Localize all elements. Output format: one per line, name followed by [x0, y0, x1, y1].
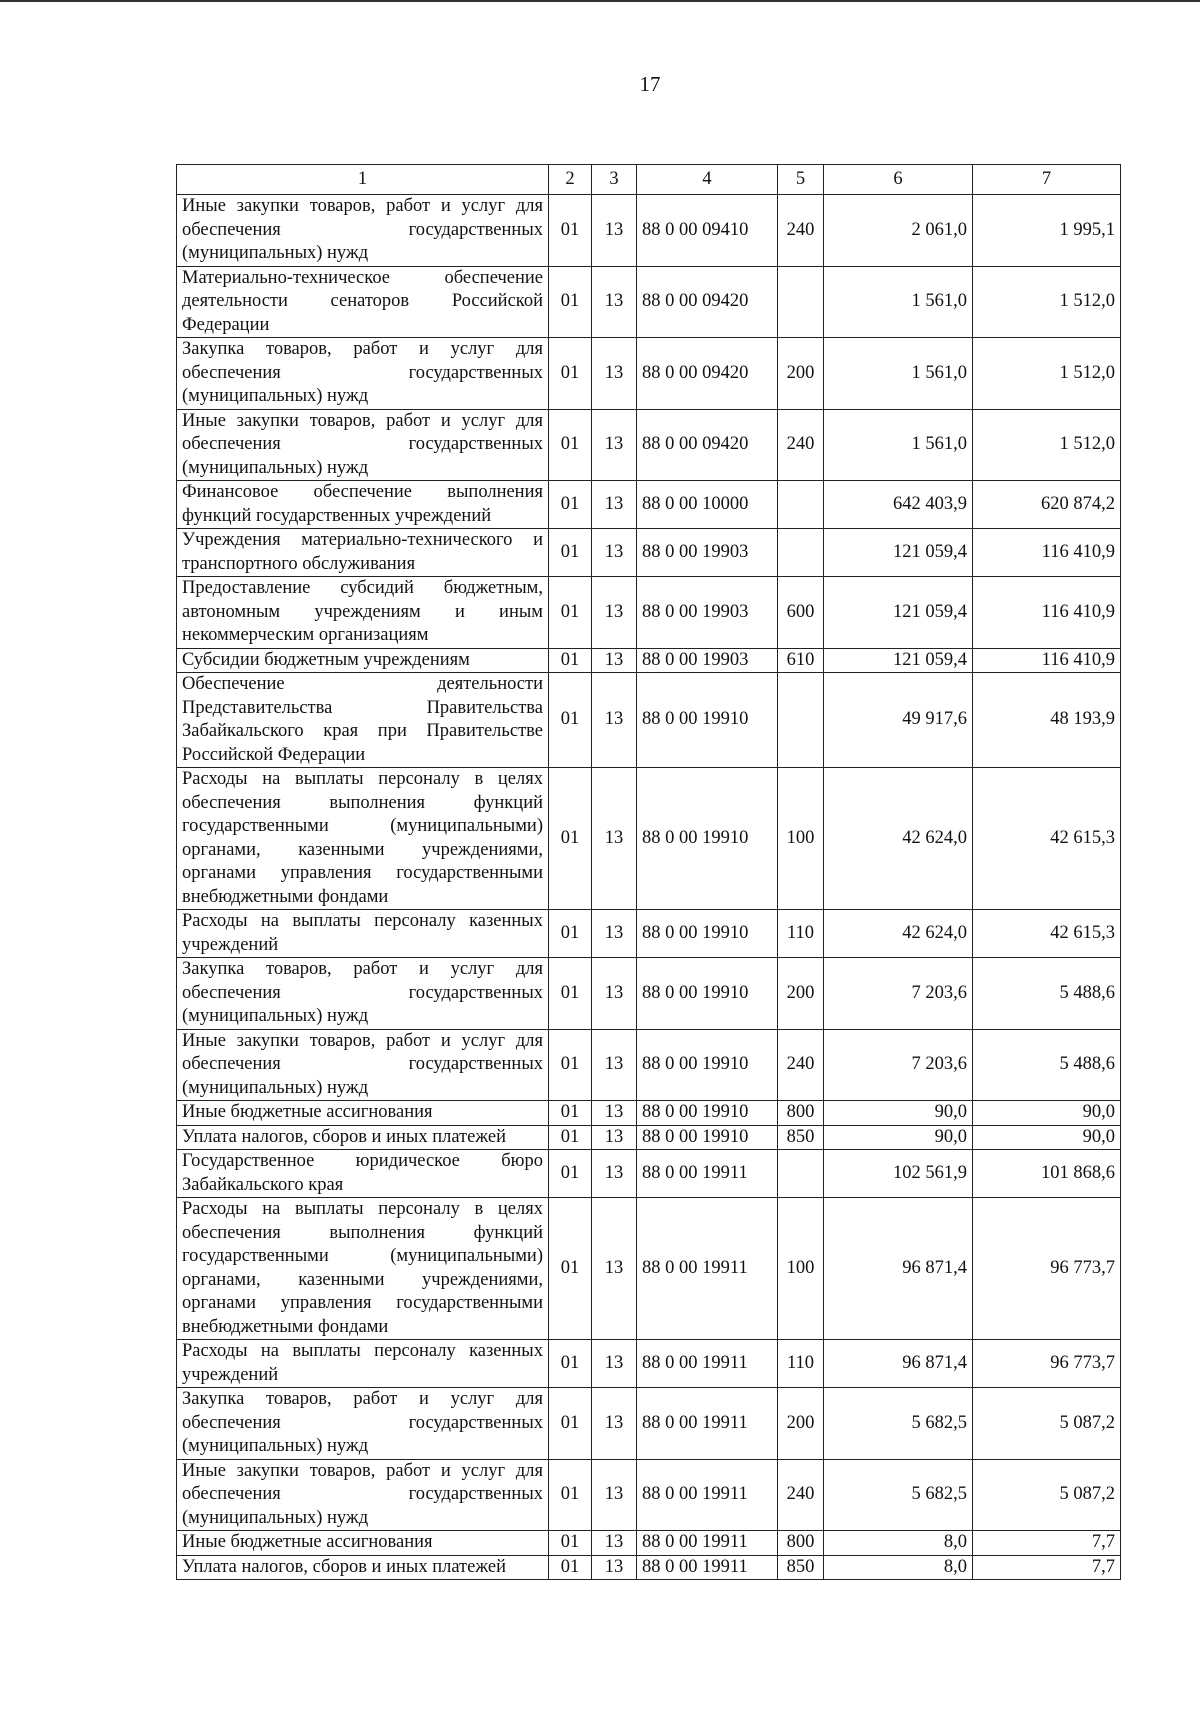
- table-row: [177, 338, 1121, 410]
- amount-approved-cell: 2 061,0: [824, 195, 973, 267]
- target-article-cell: 88 0 00 19910: [637, 958, 778, 1030]
- amount-executed-cell: 620 874,2: [973, 481, 1121, 529]
- expense-type-cell: 240: [778, 195, 824, 267]
- subsection-code-cell: 13: [592, 266, 637, 338]
- amount-approved-cell: 96 871,4: [824, 1198, 973, 1340]
- target-article-cell: 88 0 00 19903: [637, 529, 778, 577]
- table-row: [177, 529, 1121, 577]
- expense-type-cell: 850: [778, 1125, 824, 1150]
- row-name-cell: Закупка товаров, работ и услуг для обеспечения государственных (муниципальных) нужд: [177, 1388, 549, 1460]
- amount-approved-cell: 642 403,9: [824, 481, 973, 529]
- row-name-cell: Закупка товаров, работ и услуг для обеспечения государственных (муниципальных) нужд: [177, 958, 549, 1030]
- amount-approved-cell: 5 682,5: [824, 1459, 973, 1531]
- table-row: [177, 1150, 1121, 1198]
- amount-approved-cell: 1 561,0: [824, 266, 973, 338]
- section-code-cell: 01: [549, 958, 592, 1030]
- row-name-cell: Иные закупки товаров, работ и услуг для обеспечения государственных (муниципальных) нужд: [177, 1459, 549, 1531]
- table-row: [177, 266, 1121, 338]
- subsection-code-cell: 13: [592, 1029, 637, 1101]
- section-code-cell: 01: [549, 1150, 592, 1198]
- amount-approved-cell: 121 059,4: [824, 529, 973, 577]
- row-name-cell: Расходы на выплаты персоналу в целях обеспечения выполнения функций государственными (муниципальными) органами, казенными учреждениями, органами управления государственными внебюджетными фондами: [177, 768, 549, 910]
- amount-approved-cell: 7 203,6: [824, 958, 973, 1030]
- amount-approved-cell: 1 561,0: [824, 338, 973, 410]
- expense-type-cell: [778, 1150, 824, 1198]
- section-code-cell: 01: [549, 648, 592, 673]
- amount-executed-cell: 90,0: [973, 1125, 1121, 1150]
- amount-executed-cell: 101 868,6: [973, 1150, 1121, 1198]
- amount-executed-cell: 1 512,0: [973, 266, 1121, 338]
- amount-approved-cell: 8,0: [824, 1555, 973, 1580]
- amount-approved-cell: 90,0: [824, 1125, 973, 1150]
- expense-type-cell: 200: [778, 338, 824, 410]
- amount-approved-cell: 49 917,6: [824, 673, 973, 768]
- amount-executed-cell: 42 615,3: [973, 910, 1121, 958]
- table-row: [177, 1555, 1121, 1580]
- amount-executed-cell: 116 410,9: [973, 648, 1121, 673]
- section-code-cell: 01: [549, 409, 592, 481]
- section-code-cell: 01: [549, 910, 592, 958]
- section-code-cell: 01: [549, 1459, 592, 1531]
- row-name-cell: Обеспечение деятельности Представительства Правительства Забайкальского края при Правительстве Российской Федерации: [177, 673, 549, 768]
- amount-approved-cell: 8,0: [824, 1531, 973, 1556]
- row-name-cell: Государственное юридическое бюро Забайкальского края: [177, 1150, 549, 1198]
- table-row: [177, 1198, 1121, 1340]
- table-row: [177, 409, 1121, 481]
- amount-executed-cell: 90,0: [973, 1101, 1121, 1126]
- subsection-code-cell: 13: [592, 648, 637, 673]
- row-name-cell: Иные закупки товаров, работ и услуг для обеспечения государственных (муниципальных) нужд: [177, 1029, 549, 1101]
- target-article-cell: 88 0 00 09420: [637, 338, 778, 410]
- amount-approved-cell: 5 682,5: [824, 1388, 973, 1460]
- amount-executed-cell: 5 488,6: [973, 958, 1121, 1030]
- amount-executed-cell: 1 512,0: [973, 409, 1121, 481]
- amount-executed-cell: 96 773,7: [973, 1198, 1121, 1340]
- header-col-2: 2: [549, 165, 592, 195]
- subsection-code-cell: 13: [592, 529, 637, 577]
- row-name-cell: Материально-техническое обеспечение деятельности сенаторов Российской Федерации: [177, 266, 549, 338]
- header-col-7: 7: [973, 165, 1121, 195]
- subsection-code-cell: 13: [592, 1531, 637, 1556]
- section-code-cell: 01: [549, 266, 592, 338]
- table-row: [177, 1101, 1121, 1126]
- amount-executed-cell: 7,7: [973, 1555, 1121, 1580]
- section-code-cell: 01: [549, 673, 592, 768]
- expense-type-cell: 110: [778, 1340, 824, 1388]
- target-article-cell: 88 0 00 19911: [637, 1340, 778, 1388]
- amount-approved-cell: 90,0: [824, 1101, 973, 1126]
- target-article-cell: 88 0 00 19911: [637, 1531, 778, 1556]
- header-col-6: 6: [824, 165, 973, 195]
- target-article-cell: 88 0 00 09420: [637, 409, 778, 481]
- target-article-cell: 88 0 00 10000: [637, 481, 778, 529]
- row-name-cell: Уплата налогов, сборов и иных платежей: [177, 1555, 549, 1580]
- header-col-5: 5: [778, 165, 824, 195]
- table-row: [177, 648, 1121, 673]
- row-name-cell: Расходы на выплаты персоналу в целях обеспечения выполнения функций государственными (муниципальными) органами, казенными учреждениями, органами управления государственными внебюджетными фондами: [177, 1198, 549, 1340]
- expense-type-cell: 100: [778, 768, 824, 910]
- table-row: [177, 481, 1121, 529]
- expense-type-cell: [778, 266, 824, 338]
- row-name-cell: Иные бюджетные ассигнования: [177, 1531, 549, 1556]
- table-row: [177, 1125, 1121, 1150]
- expense-type-cell: 110: [778, 910, 824, 958]
- amount-approved-cell: 102 561,9: [824, 1150, 973, 1198]
- row-name-cell: Предоставление субсидий бюджетным, автономным учреждениям и иным некоммерческим организациям: [177, 577, 549, 649]
- expense-type-cell: 610: [778, 648, 824, 673]
- amount-executed-cell: 1 512,0: [973, 338, 1121, 410]
- expense-type-cell: 240: [778, 1459, 824, 1531]
- section-code-cell: 01: [549, 1029, 592, 1101]
- amount-approved-cell: 7 203,6: [824, 1029, 973, 1101]
- amount-executed-cell: 116 410,9: [973, 577, 1121, 649]
- table-header-row: [177, 165, 1121, 195]
- subsection-code-cell: 13: [592, 195, 637, 267]
- row-name-cell: Иные закупки товаров, работ и услуг для обеспечения государственных (муниципальных) нужд: [177, 409, 549, 481]
- expense-type-cell: [778, 673, 824, 768]
- section-code-cell: 01: [549, 338, 592, 410]
- table-row: [177, 768, 1121, 910]
- table-row: [177, 1388, 1121, 1460]
- target-article-cell: 88 0 00 19911: [637, 1555, 778, 1580]
- target-article-cell: 88 0 00 19903: [637, 577, 778, 649]
- header-col-4: 4: [637, 165, 778, 195]
- expense-type-cell: 850: [778, 1555, 824, 1580]
- subsection-code-cell: 13: [592, 338, 637, 410]
- subsection-code-cell: 13: [592, 768, 637, 910]
- target-article-cell: 88 0 00 19911: [637, 1459, 778, 1531]
- expense-type-cell: 240: [778, 1029, 824, 1101]
- subsection-code-cell: 13: [592, 673, 637, 768]
- amount-executed-cell: 48 193,9: [973, 673, 1121, 768]
- subsection-code-cell: 13: [592, 577, 637, 649]
- section-code-cell: 01: [549, 768, 592, 910]
- subsection-code-cell: 13: [592, 1198, 637, 1340]
- subsection-code-cell: 13: [592, 1125, 637, 1150]
- amount-approved-cell: 121 059,4: [824, 648, 973, 673]
- header-col-3: 3: [592, 165, 637, 195]
- subsection-code-cell: 13: [592, 1101, 637, 1126]
- amount-approved-cell: 96 871,4: [824, 1340, 973, 1388]
- amount-approved-cell: 121 059,4: [824, 577, 973, 649]
- section-code-cell: 01: [549, 577, 592, 649]
- section-code-cell: 01: [549, 1101, 592, 1126]
- target-article-cell: 88 0 00 19910: [637, 768, 778, 910]
- amount-executed-cell: 5 087,2: [973, 1459, 1121, 1531]
- target-article-cell: 88 0 00 19910: [637, 673, 778, 768]
- table-row: [177, 910, 1121, 958]
- section-code-cell: 01: [549, 529, 592, 577]
- target-article-cell: 88 0 00 19910: [637, 1101, 778, 1126]
- row-name-cell: Закупка товаров, работ и услуг для обеспечения государственных (муниципальных) нужд: [177, 338, 549, 410]
- row-name-cell: Уплата налогов, сборов и иных платежей: [177, 1125, 549, 1150]
- row-name-cell: Иные бюджетные ассигнования: [177, 1101, 549, 1126]
- target-article-cell: 88 0 00 19910: [637, 1029, 778, 1101]
- row-name-cell: Иные закупки товаров, работ и услуг для обеспечения государственных (муниципальных) нужд: [177, 195, 549, 267]
- subsection-code-cell: 13: [592, 1459, 637, 1531]
- target-article-cell: 88 0 00 19911: [637, 1150, 778, 1198]
- table-row: [177, 577, 1121, 649]
- table-row: [177, 1531, 1121, 1556]
- subsection-code-cell: 13: [592, 1388, 637, 1460]
- target-article-cell: 88 0 00 19903: [637, 648, 778, 673]
- expense-type-cell: 800: [778, 1101, 824, 1126]
- table-row: [177, 1340, 1121, 1388]
- section-code-cell: 01: [549, 1531, 592, 1556]
- table-row: [177, 195, 1121, 267]
- expense-type-cell: 800: [778, 1531, 824, 1556]
- header-col-1: 1: [177, 165, 549, 195]
- amount-executed-cell: 42 615,3: [973, 768, 1121, 910]
- target-article-cell: 88 0 00 19910: [637, 1125, 778, 1150]
- subsection-code-cell: 13: [592, 1555, 637, 1580]
- section-code-cell: 01: [549, 195, 592, 267]
- target-article-cell: 88 0 00 19910: [637, 910, 778, 958]
- target-article-cell: 88 0 00 19911: [637, 1198, 778, 1340]
- amount-executed-cell: 1 995,1: [973, 195, 1121, 267]
- row-name-cell: Финансовое обеспечение выполнения функций государственных учреждений: [177, 481, 549, 529]
- expense-type-cell: 200: [778, 958, 824, 1030]
- table-row: [177, 1029, 1121, 1101]
- target-article-cell: 88 0 00 09410: [637, 195, 778, 267]
- section-code-cell: 01: [549, 1555, 592, 1580]
- page-top-edge: [0, 0, 1200, 2]
- table-row: [177, 1459, 1121, 1531]
- expense-type-cell: [778, 529, 824, 577]
- subsection-code-cell: 13: [592, 1340, 637, 1388]
- expense-type-cell: 600: [778, 577, 824, 649]
- subsection-code-cell: 13: [592, 958, 637, 1030]
- subsection-code-cell: 13: [592, 409, 637, 481]
- row-name-cell: Расходы на выплаты персоналу казенных учреждений: [177, 1340, 549, 1388]
- amount-executed-cell: 5 488,6: [973, 1029, 1121, 1101]
- table-row: [177, 958, 1121, 1030]
- amount-executed-cell: 5 087,2: [973, 1388, 1121, 1460]
- amount-approved-cell: 42 624,0: [824, 910, 973, 958]
- subsection-code-cell: 13: [592, 481, 637, 529]
- row-name-cell: Учреждения материально-технического и транспортного обслуживания: [177, 529, 549, 577]
- section-code-cell: 01: [549, 1340, 592, 1388]
- target-article-cell: 88 0 00 19911: [637, 1388, 778, 1460]
- subsection-code-cell: 13: [592, 1150, 637, 1198]
- expense-type-cell: 240: [778, 409, 824, 481]
- budget-table: [176, 164, 1121, 1580]
- section-code-cell: 01: [549, 1125, 592, 1150]
- expense-type-cell: 200: [778, 1388, 824, 1460]
- section-code-cell: 01: [549, 1198, 592, 1340]
- amount-approved-cell: 42 624,0: [824, 768, 973, 910]
- table-row: [177, 673, 1121, 768]
- amount-approved-cell: 1 561,0: [824, 409, 973, 481]
- page-number: 17: [639, 72, 661, 96]
- row-name-cell: Расходы на выплаты персоналу казенных учреждений: [177, 910, 549, 958]
- amount-executed-cell: 116 410,9: [973, 529, 1121, 577]
- section-code-cell: 01: [549, 481, 592, 529]
- expense-type-cell: [778, 481, 824, 529]
- subsection-code-cell: 13: [592, 910, 637, 958]
- amount-executed-cell: 96 773,7: [973, 1340, 1121, 1388]
- row-name-cell: Субсидии бюджетным учреждениям: [177, 648, 549, 673]
- section-code-cell: 01: [549, 1388, 592, 1460]
- expense-type-cell: 100: [778, 1198, 824, 1340]
- amount-executed-cell: 7,7: [973, 1531, 1121, 1556]
- target-article-cell: 88 0 00 09420: [637, 266, 778, 338]
